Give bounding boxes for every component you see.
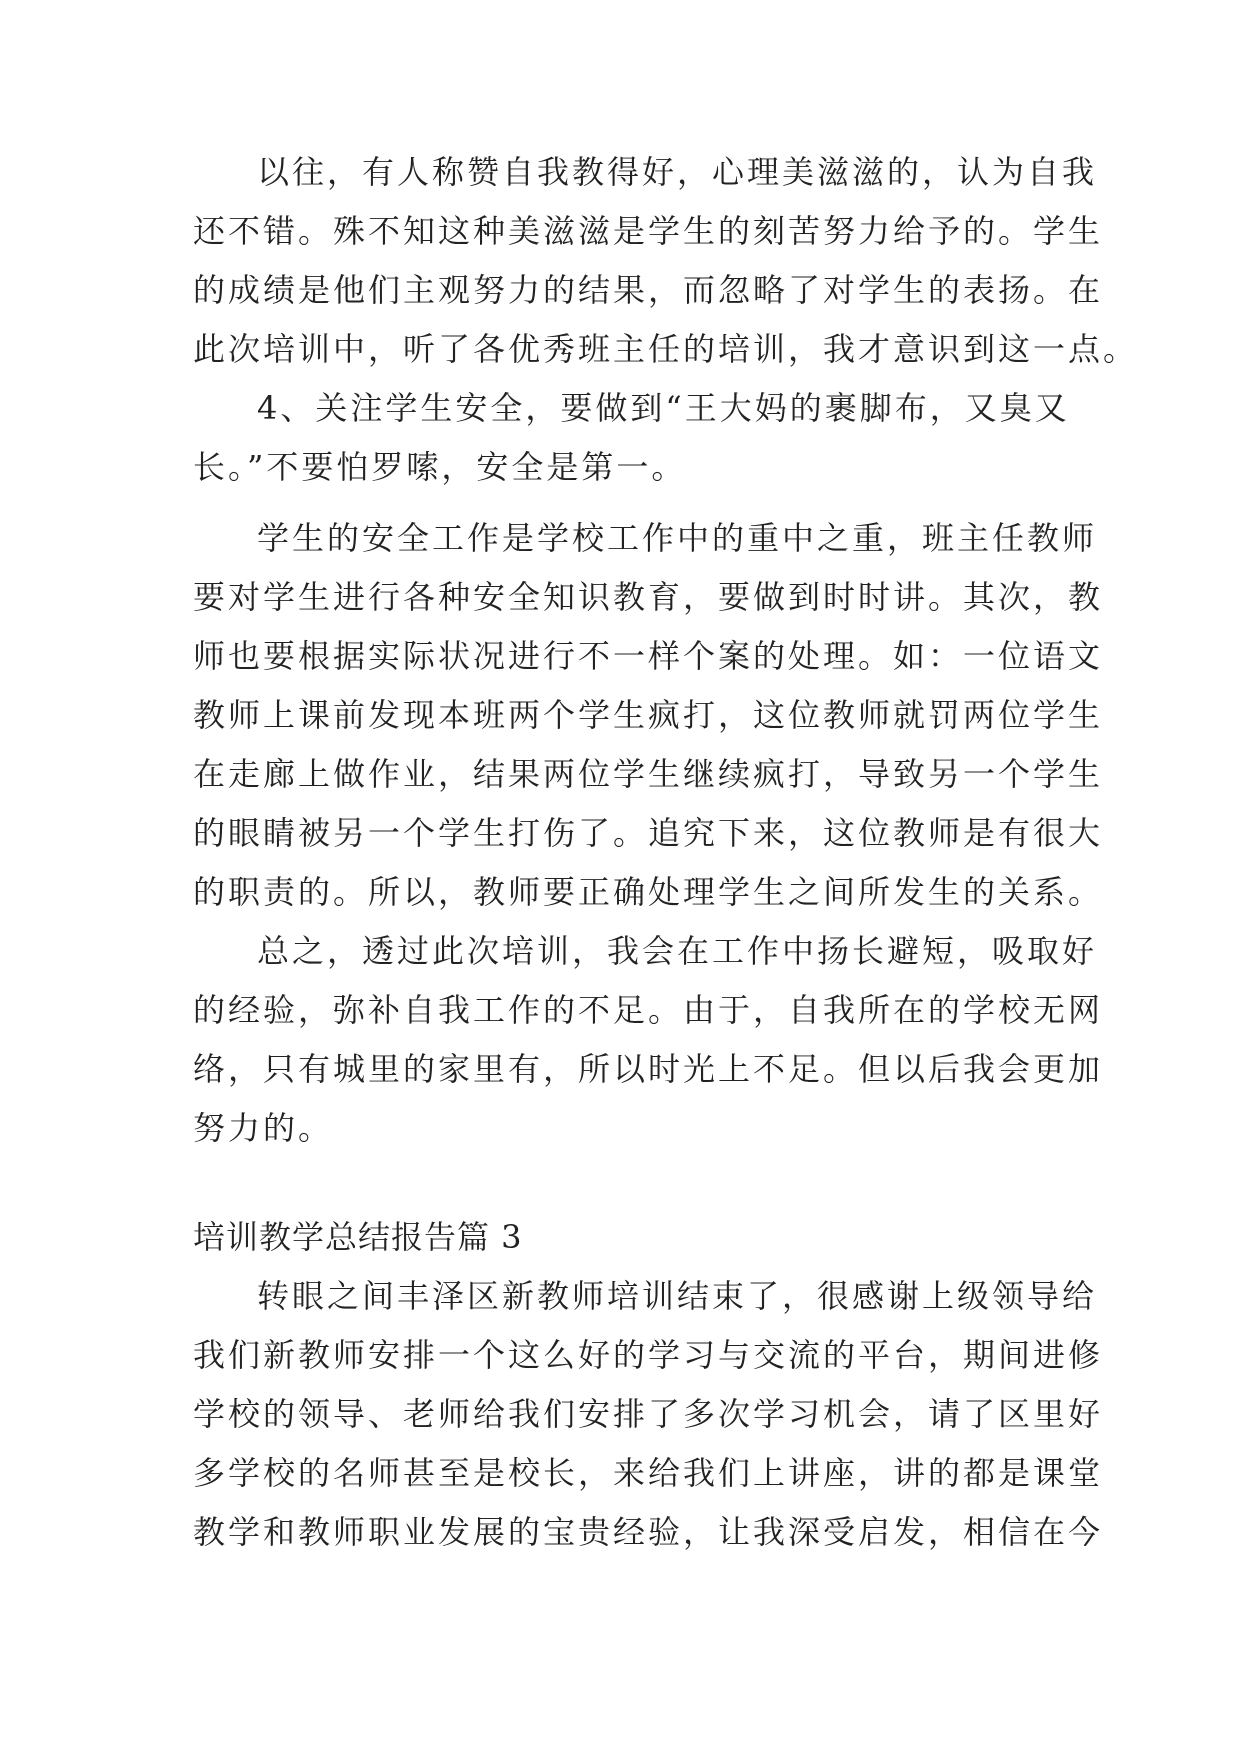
text-line: 学校的领导、老师给我们安排了多次学习机会，请了区里好 [193,1395,1104,1433]
text-line: 总之，透过此次培训，我会在工作中扬长避短，吸取好 [257,932,1098,970]
text-line: 的成绩是他们主观努力的结果，而忽略了对学生的表扬。在 [193,271,1104,309]
text-line: 师也要根据实际状况进行不一样个案的处理。如：一位语文 [193,637,1104,675]
text-line: 教学和教师职业发展的宝贵经验，让我深受启发，相信在今 [193,1513,1104,1551]
text-line: 教师上课前发现本班两个学生疯打，这位教师就罚两位学生 [193,696,1104,734]
text-line: 此次培训中，听了各优秀班主任的培训，我才意识到这一点。 [193,330,1139,368]
text-line: 的眼睛被另一个学生打伤了。追究下来，这位教师是有很大 [193,814,1104,852]
text-line: 努力的。 [193,1109,334,1147]
text-line: 的职责的。所以，教师要正确处理学生之间所发生的关系。 [193,873,1104,911]
text-line: 学生的安全工作是学校工作中的重中之重，班主任教师 [257,519,1098,557]
text-line: 络，只有城里的家里有，所以时光上不足。但以后我会更加 [193,1050,1104,1088]
text-line: 长。”不要怕罗嗦，安全是第一。 [193,448,687,486]
text-line: 的经验，弥补自我工作的不足。由于，自我所在的学校无网 [193,991,1104,1029]
text-line: 还不错。殊不知这种美滋滋是学生的刻苦努力给予的。学生 [193,212,1104,250]
text-line: 4、关注学生安全，要做到“王大妈的裹脚布，又臭又 [257,389,1070,427]
text-line: 我们新教师安排一个这么好的学习与交流的平台，期间进修 [193,1336,1104,1374]
section-heading: 培训教学总结报告篇 3 [193,1218,523,1256]
text-line: 多学校的名师甚至是校长，来给我们上讲座，讲的都是课堂 [193,1454,1104,1492]
text-line: 在走廊上做作业，结果两位学生继续疯打，导致另一个学生 [193,755,1104,793]
text-line: 以往，有人称赞自我教得好，心理美滋滋的，认为自我 [257,153,1098,191]
text-line: 要对学生进行各种安全知识教育，要做到时时讲。其次，教 [193,578,1104,616]
text-line: 转眼之间丰泽区新教师培训结束了，很感谢上级领导给 [257,1277,1098,1315]
